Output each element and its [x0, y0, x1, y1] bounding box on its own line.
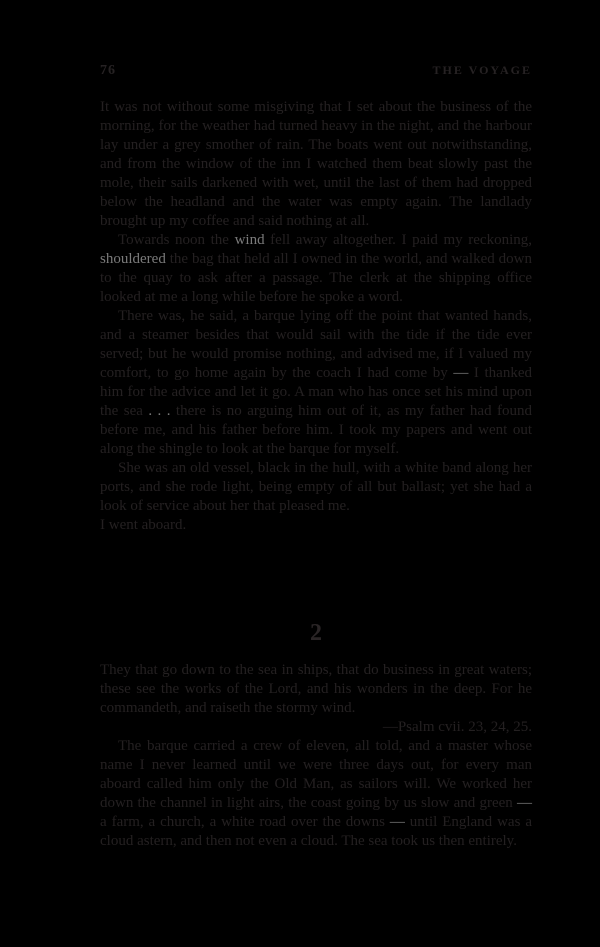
section-end-text-block [100, 98, 532, 535]
accent-text: — [389, 814, 405, 830]
paragraph [100, 231, 532, 307]
body-text: until England was a cloud astern, and then not even a cloud. The sea took us then entirely. [100, 814, 532, 849]
paragraph [100, 307, 532, 459]
accent-text: — [453, 365, 469, 381]
accent-text: . . . [148, 403, 171, 419]
body-text: She was an old vessel, black in the hull, with a white band along her ports, and she rode light, being empty of all but ballast; yet she had a look of service about her that pleased me. [100, 460, 532, 514]
paragraph [100, 661, 532, 718]
chapter-number: 2 [310, 620, 322, 646]
accent-text: — [517, 795, 532, 811]
accent-text: wind [234, 232, 265, 248]
body-text: —Psalm cvii. 23, 24, 25. [382, 719, 532, 735]
body-text: a farm, a church, a white road over the downs [100, 814, 390, 830]
body-text: They that go down to the sea in ships, that do business in great waters; these see the works of the Lord, and his wonders in the deep. For he commandeth, and raiseth the stormy wind. [100, 662, 532, 716]
page-header [100, 63, 532, 79]
body-text: I went aboard. [100, 517, 187, 533]
body-text: fell away altogether. I paid my reckoning, [264, 232, 532, 248]
epigraph-attribution [100, 718, 532, 737]
paragraph [100, 459, 532, 535]
body-text: the bag that held all I owned in the world, and walked down to the quay to ask after a passage. The clerk at the shipping office looked at me a long while before he spoke a word. [100, 251, 532, 305]
body-text: There was, he said, a barque lying off the point that wanted hands, and a steamer besides that would sail with the tide if the tide ever served; but he would promise nothing, and advised me, if I valued my comfort, to go home again by the coach I had come by [100, 308, 532, 381]
body-text: I thanked him for the advice and let it go. A man who has once set his mind upon the sea [100, 365, 532, 419]
body-text: The barque carried a crew of eleven, all told, and a master whose name I never learned until we were three days out, for every man aboard called him only the Old Man, as sailors will. We worked her down the channel in light airs, the coast going by us slow and green [100, 738, 532, 811]
chapter-text-block [100, 661, 532, 851]
page-number: 76 [100, 63, 116, 78]
paragraph [100, 98, 532, 231]
body-text: there is no arguing him out of it, as my father had found before me, and his father before him. I took my papers and went out along the shingle to look at the barque for myself. [100, 403, 533, 457]
running-head: THE VOYAGE [432, 63, 532, 77]
accent-text: shouldered [100, 251, 166, 267]
body-text: Towards noon the [118, 232, 235, 248]
paragraph [100, 737, 532, 851]
body-text: It was not without some misgiving that I set about the business of the morning, for the weather had turned heavy in the night, and the harbour lay under a grey smother of rain. The boats went out notwithstanding, and from the window of the inn I watched them beat slowly past the mole, their sails darkened with wet, until the last of them had dropped below the headland and the water was empty again. The landlady brought up my coffee and said nothing at all. [100, 99, 532, 229]
